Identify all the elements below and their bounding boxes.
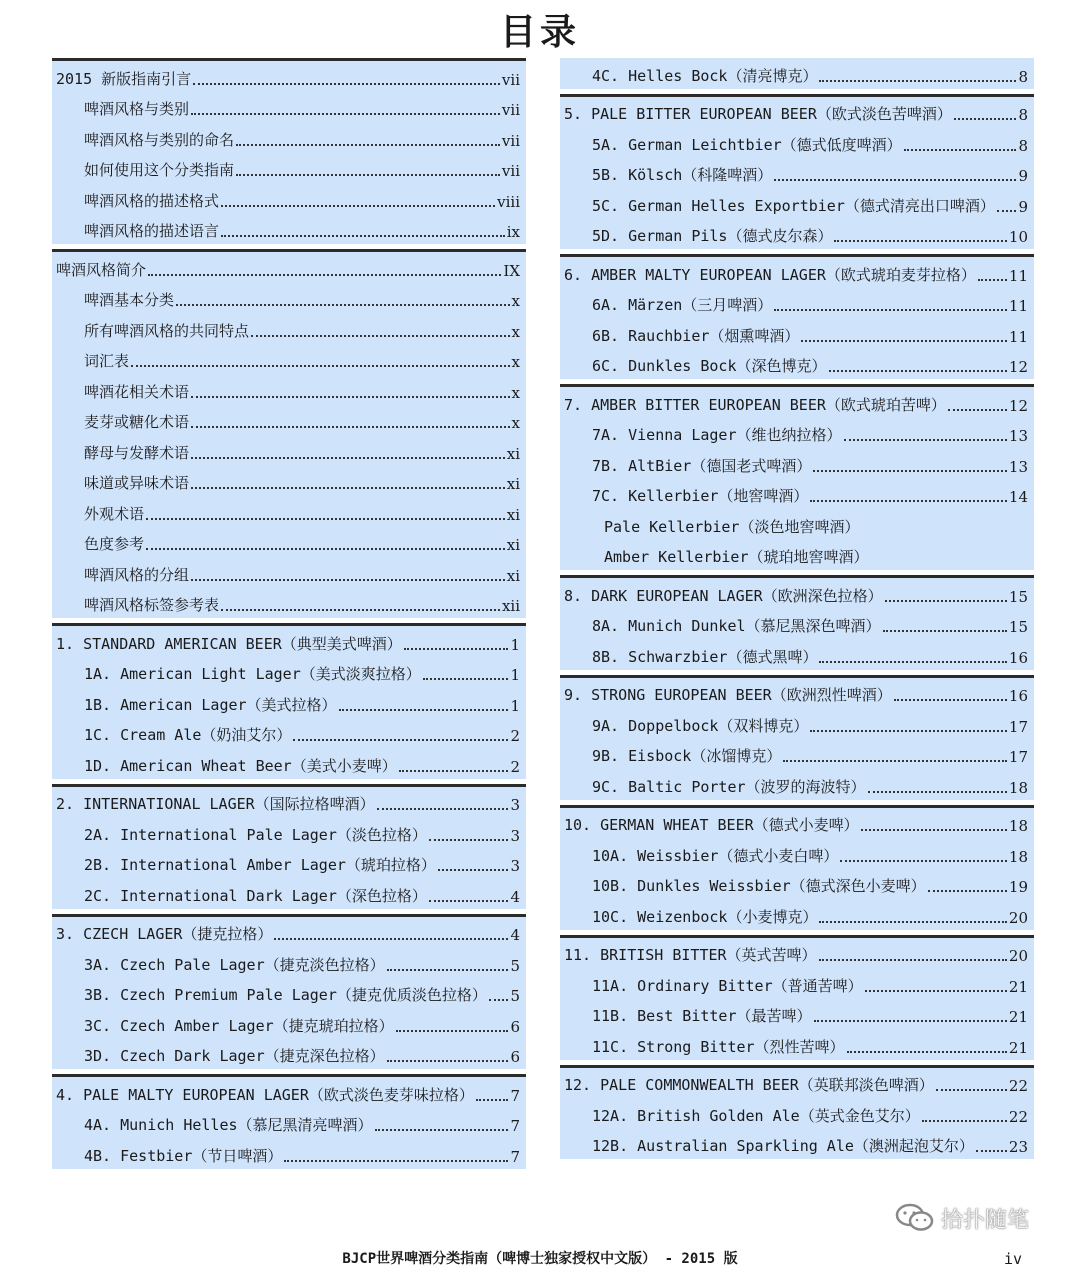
dot-leader <box>819 921 1006 923</box>
dot-leader <box>176 304 510 306</box>
toc-entry-label: 3C. Czech Amber Lager（捷克琥珀拉格） <box>84 1016 394 1035</box>
toc-entry-label: 啤酒基本分类 <box>84 291 175 309</box>
toc-heading-entry[interactable] <box>52 626 526 657</box>
toc-entry[interactable] <box>52 122 526 153</box>
toc-entry[interactable] <box>560 899 1034 930</box>
toc-section <box>52 914 526 1070</box>
toc-left-column <box>52 58 526 1174</box>
toc-entry-page: 3 <box>510 857 520 875</box>
toc-entry-page: viii <box>497 192 520 211</box>
toc-entry-page: 4 <box>510 926 520 944</box>
toc-entry-page: 18 <box>1008 778 1028 797</box>
toc-entry[interactable] <box>560 540 1034 571</box>
toc-entry[interactable] <box>52 405 526 436</box>
toc-entry[interactable] <box>560 158 1034 189</box>
toc-entry-label: 7A. Vienna Lager（维也纳拉格） <box>592 426 842 444</box>
toc-entry-page: 11 <box>1008 297 1028 315</box>
toc-entry-page: 17 <box>1008 748 1028 766</box>
toc-entry[interactable] <box>560 288 1034 319</box>
toc-heading-entry[interactable] <box>560 387 1034 418</box>
toc-entry-label: 6A. Märzen（三月啤酒） <box>592 296 773 314</box>
dot-leader <box>375 1129 509 1131</box>
toc-entry-page: 3 <box>510 826 520 845</box>
toc-entry-label: 8B. Schwarzbier（德式黑啤） <box>592 647 818 666</box>
dot-leader <box>774 179 1016 181</box>
toc-entry[interactable] <box>52 283 526 314</box>
toc-entry-label: 1A. American Light Lager（美式淡爽拉格） <box>84 665 421 683</box>
dot-leader <box>221 609 500 611</box>
toc-entry-label: 4B. Festbier（节日啤酒） <box>84 1146 283 1165</box>
dot-leader <box>191 113 500 115</box>
toc-heading-entry[interactable] <box>560 97 1034 128</box>
toc-entry[interactable] <box>52 374 526 405</box>
toc-heading-entry[interactable] <box>560 257 1034 288</box>
toc-entry-label: 1B. American Lager（美式拉格） <box>84 695 337 714</box>
dot-leader <box>813 470 1007 472</box>
toc-entry-page: 21 <box>1008 1038 1028 1057</box>
dot-leader <box>861 829 1007 831</box>
toc-entry-label: 2. INTERNATIONAL LAGER（国际拉格啤酒） <box>56 795 375 813</box>
toc-entry-page: 5 <box>510 956 520 975</box>
dot-leader <box>847 1051 1007 1053</box>
toc-entry-page: 2 <box>510 757 520 776</box>
page-number: iv <box>1003 1250 1022 1268</box>
dot-leader <box>819 959 1007 961</box>
toc-entry-label: 12B. Australian Sparkling Ale（澳洲起泡艾尔） <box>592 1137 974 1155</box>
toc-entry-label: 1C. Cream Ale（奶油艾尔） <box>84 726 292 744</box>
toc-entry[interactable] <box>560 999 1034 1030</box>
toc-entry-label: 4A. Munich Helles（慕尼黑清亮啤酒） <box>84 1116 373 1134</box>
toc-entry[interactable] <box>52 947 526 978</box>
toc-entry-label: 1. STANDARD AMERICAN BEER（典型美式啤酒） <box>56 634 402 653</box>
toc-entry-label: 7. AMBER BITTER EUROPEAN BEER（欧式琥珀苦啤） <box>564 395 946 414</box>
toc-entry-label: 词汇表 <box>84 352 130 370</box>
dot-leader <box>978 279 1007 281</box>
dot-leader <box>954 118 1017 120</box>
dot-leader <box>928 890 1007 892</box>
dot-leader <box>236 174 500 176</box>
toc-entry[interactable] <box>52 817 526 848</box>
dot-leader <box>819 80 1016 82</box>
toc-entry-page: xii <box>501 597 520 615</box>
toc-entry[interactable] <box>52 1008 526 1039</box>
toc-entry[interactable] <box>560 219 1034 250</box>
toc-heading-entry[interactable] <box>52 61 526 92</box>
toc-entry[interactable] <box>52 183 526 214</box>
toc-entry-page: 11 <box>1008 327 1028 346</box>
toc-entry[interactable] <box>560 968 1034 999</box>
dot-leader <box>274 938 508 940</box>
toc-entry[interactable] <box>560 127 1034 158</box>
dot-leader <box>865 990 1007 992</box>
toc-entry[interactable] <box>52 214 526 245</box>
toc-entry[interactable] <box>560 479 1034 510</box>
toc-entry-page: x <box>511 322 520 341</box>
toc-entry-label: 1D. American Wheat Beer（美式小麦啤） <box>84 756 397 775</box>
toc-entry-label: 外观术语 <box>84 504 145 523</box>
toc-entry[interactable] <box>52 1138 526 1169</box>
dot-leader <box>904 149 1017 151</box>
toc-entry-label: 9A. Doppelbock（双料博克） <box>592 716 809 735</box>
toc-heading-entry[interactable] <box>560 1068 1034 1099</box>
toc-entry[interactable] <box>560 58 1034 89</box>
dot-leader <box>429 839 509 841</box>
toc-entry-page: 4 <box>510 887 520 906</box>
dot-leader <box>251 335 510 337</box>
toc-entry-label: 所有啤酒风格的共同特点 <box>84 321 250 340</box>
toc-entry-page: 20 <box>1008 947 1028 965</box>
toc-entry-page: 14 <box>1008 488 1028 506</box>
dot-leader <box>293 739 508 741</box>
toc-entry-page: x <box>511 383 520 402</box>
dot-leader <box>131 365 510 367</box>
dot-leader <box>146 548 505 550</box>
toc-entry[interactable] <box>52 588 526 619</box>
dot-leader <box>404 648 509 650</box>
dot-leader <box>438 869 509 871</box>
toc-entry[interactable] <box>52 978 526 1009</box>
dot-leader <box>191 396 510 398</box>
dot-leader <box>829 370 1007 372</box>
toc-entry-page: 15 <box>1008 587 1028 606</box>
toc-entry-label: 12. PALE COMMONWEALTH BEER（英联邦淡色啤酒） <box>564 1076 934 1094</box>
toc-entry-page: 17 <box>1008 717 1028 736</box>
dot-leader <box>221 235 505 237</box>
toc-entry-page: xi <box>506 536 520 554</box>
toc-heading-entry[interactable] <box>560 808 1034 839</box>
toc-entry-page: 12 <box>1008 396 1028 415</box>
dot-leader <box>948 409 1007 411</box>
dot-leader <box>783 760 1007 762</box>
toc-right-column <box>560 58 1034 1164</box>
dot-leader <box>801 340 1007 342</box>
toc-section <box>52 249 526 618</box>
dot-leader <box>894 699 1007 701</box>
toc-entry[interactable] <box>52 435 526 466</box>
toc-section <box>560 805 1034 930</box>
toc-entry[interactable] <box>52 92 526 123</box>
watermark <box>895 1190 1065 1246</box>
toc-entry-page: IX <box>503 261 520 280</box>
toc-entry-page: 21 <box>1008 977 1028 996</box>
toc-entry[interactable] <box>560 188 1034 219</box>
toc-entry[interactable] <box>560 639 1034 670</box>
toc-entry-page: 16 <box>1008 687 1028 705</box>
toc-entry-page: 1 <box>510 666 520 684</box>
wechat-icon <box>895 1202 935 1234</box>
toc-entry[interactable] <box>52 153 526 184</box>
dot-leader <box>814 1020 1007 1022</box>
dot-leader <box>885 600 1007 602</box>
dot-leader <box>476 1099 509 1101</box>
toc-entry-page: xi <box>506 566 520 585</box>
toc-entry-page: vii <box>501 101 520 119</box>
toc-entry[interactable] <box>560 418 1034 449</box>
dot-leader <box>193 83 500 85</box>
dot-leader <box>976 1150 1007 1152</box>
dot-leader <box>997 210 1017 212</box>
toc-section <box>560 94 1034 250</box>
toc-entry-page: 18 <box>1008 817 1028 835</box>
toc-entry-label: 9C. Baltic Porter（波罗的海波特） <box>592 777 866 796</box>
toc-entry-label: 啤酒风格的分组 <box>84 565 190 584</box>
toc-entry-label: 11C. Strong Bitter（烈性苦啤） <box>592 1037 845 1056</box>
dot-leader <box>284 1160 508 1162</box>
toc-entry-label: 啤酒风格的描述格式 <box>84 191 220 210</box>
toc-entry[interactable] <box>52 557 526 588</box>
toc-entry-label: 2B. International Amber Lager（琥珀拉格） <box>84 856 436 874</box>
dot-leader <box>387 969 509 971</box>
toc-section <box>560 1065 1034 1160</box>
toc-entry-page: 8 <box>1018 67 1028 86</box>
dot-leader <box>191 487 505 489</box>
toc-entry-page: 11 <box>1008 266 1028 285</box>
toc-entry-label: 7C. Kellerbier（地窖啤酒） <box>592 487 809 505</box>
toc-entry-page: 20 <box>1008 908 1028 927</box>
toc-entry-label: 啤酒花相关术语 <box>84 382 190 401</box>
toc-entry[interactable] <box>560 609 1034 640</box>
toc-entry[interactable] <box>52 1108 526 1139</box>
toc-entry[interactable] <box>52 848 526 879</box>
toc-entry-label: 11A. Ordinary Bitter（普通苦啤） <box>592 976 863 995</box>
toc-section <box>560 675 1034 800</box>
toc-section <box>52 1074 526 1169</box>
toc-entry-label: 3D. Czech Dark Lager（捷克深色拉格） <box>84 1047 385 1065</box>
toc-section <box>560 254 1034 379</box>
dot-leader <box>339 709 509 711</box>
toc-entry-page: 19 <box>1008 878 1028 896</box>
dot-leader <box>191 579 505 581</box>
toc-entry-page: 22 <box>1008 1077 1028 1095</box>
toc-entry-page: vii <box>501 162 520 180</box>
toc-entry[interactable] <box>52 687 526 718</box>
toc-entry-label: 11B. Best Bitter（最苦啤） <box>592 1007 812 1025</box>
dot-leader <box>819 661 1006 663</box>
toc-entry[interactable] <box>52 496 526 527</box>
toc-entry-label: 啤酒风格标签参考表 <box>84 596 220 614</box>
toc-entry-label: 10B. Dunkles Weissbier（德式深色小麦啤） <box>592 877 926 895</box>
toc-entry-label: 2A. International Pale Lager（淡色拉格） <box>84 825 427 844</box>
toc-entry-label: 酵母与发酵术语 <box>84 443 190 462</box>
dot-leader <box>191 426 510 428</box>
toc-section <box>52 784 526 909</box>
toc-section <box>560 384 1034 570</box>
toc-entry-page: x <box>511 292 520 310</box>
toc-entry-label: 2015 新版指南引言 <box>56 69 192 88</box>
watermark-text: 拾扑随笔 <box>941 1207 1030 1233</box>
toc-entry[interactable] <box>560 708 1034 739</box>
toc-heading-entry[interactable] <box>560 938 1034 969</box>
toc-entry-page: 7 <box>510 1086 520 1105</box>
toc-entry-page: x <box>511 414 520 432</box>
toc-entry-page: 6 <box>510 1048 520 1066</box>
toc-entry-label: 色度参考 <box>84 535 145 553</box>
toc-entry[interactable] <box>52 1039 526 1070</box>
toc-section <box>560 58 1034 89</box>
toc-entry[interactable] <box>560 318 1034 349</box>
dot-leader <box>922 1120 1007 1122</box>
toc-entry[interactable] <box>52 718 526 749</box>
dot-leader <box>148 274 501 276</box>
dot-leader <box>834 240 1006 242</box>
toc-entry-label: 2C. International Dark Lager（深色拉格） <box>84 886 427 905</box>
toc-entry-page: 23 <box>1008 1138 1028 1156</box>
toc-entry-label: 8A. Munich Dunkel（慕尼黑深色啤酒） <box>592 617 881 635</box>
toc-entry[interactable] <box>52 313 526 344</box>
toc-entry[interactable] <box>560 509 1034 540</box>
toc-entry-page: xi <box>506 444 520 463</box>
toc-entry-page: 9 <box>1018 167 1028 185</box>
toc-entry-page: vii <box>501 131 520 150</box>
dot-leader <box>399 770 509 772</box>
toc-entry-page: 13 <box>1008 427 1028 445</box>
dot-leader <box>936 1089 1007 1091</box>
toc-heading-entry[interactable] <box>560 678 1034 709</box>
toc-entry-label: 3A. Czech Pale Lager（捷克淡色拉格） <box>84 955 385 974</box>
toc-entry-label: 12A. British Golden Ale（英式金色艾尔） <box>592 1106 920 1125</box>
dot-leader <box>883 630 1007 632</box>
toc-entry[interactable] <box>560 838 1034 869</box>
toc-entry-label: 6. AMBER MALTY EUROPEAN LAGER（欧式琥珀麦芽拉格） <box>564 265 976 284</box>
toc-entry-label: 如何使用这个分类指南 <box>84 161 235 179</box>
toc-entry-page: 8 <box>1018 106 1028 124</box>
toc-entry-label: 7B. AltBier（德国老式啤酒） <box>592 456 812 475</box>
toc-heading-entry[interactable] <box>52 1077 526 1108</box>
toc-entry-page: 10 <box>1008 228 1028 246</box>
toc-entry-label: 11. BRITISH BITTER（英式苦啤） <box>564 946 817 964</box>
toc-entry-label: 味道或异味术语 <box>84 474 190 492</box>
toc-section <box>52 58 526 244</box>
dot-leader <box>191 457 505 459</box>
toc-entry-label: 4. PALE MALTY EUROPEAN LAGER（欧式淡色麦芽味拉格） <box>56 1085 474 1104</box>
toc-entry-label: 9. STRONG EUROPEAN BEER（欧洲烈性啤酒） <box>564 686 892 704</box>
dot-leader <box>774 309 1007 311</box>
toc-heading-entry[interactable] <box>52 917 526 948</box>
toc-entry-label: 6C. Dunkles Bock（深色博克） <box>592 357 827 375</box>
toc-entry-page: 6 <box>510 1017 520 1036</box>
toc-entry-page: xi <box>506 475 520 493</box>
toc-entry-page: x <box>511 353 520 371</box>
toc-entry-page: 1 <box>510 696 520 715</box>
toc-entry-label: 3B. Czech Premium Pale Lager（捷克优质淡色拉格） <box>84 986 487 1004</box>
toc-entry[interactable] <box>52 878 526 909</box>
toc-entry-label: 5B. Kölsch（科隆啤酒） <box>592 166 773 184</box>
toc-entry-page: xi <box>506 505 520 524</box>
toc-entry-label: 10C. Weizenbock（小麦博克） <box>592 907 818 926</box>
footer-text: BJCP世界啤酒分类指南（啤博士独家授权中文版） - 2015 版 <box>342 1251 738 1267</box>
dot-leader <box>868 791 1007 793</box>
toc-entry[interactable] <box>560 448 1034 479</box>
dot-leader <box>396 1030 509 1032</box>
toc-entry-label: 5C. German Helles Exportbier（德式清亮出口啤酒） <box>592 196 995 215</box>
toc-entry[interactable] <box>52 657 526 688</box>
toc-entry-page: 21 <box>1008 1008 1028 1026</box>
toc-entry-page: 15 <box>1008 618 1028 636</box>
toc-entry-label: Pale Kellerbier（淡色地窖啤酒） <box>604 517 860 536</box>
toc-entry-label: 4C. Helles Bock（清亮博克） <box>592 66 818 85</box>
toc-entry-label: 9B. Eisbock（冰馏博克） <box>592 747 782 765</box>
toc-entry-page: 12 <box>1008 358 1028 376</box>
dot-leader <box>810 500 1006 502</box>
toc-entry[interactable] <box>560 1098 1034 1129</box>
toc-entry-label: 10. GERMAN WHEAT BEER（德式小麦啤） <box>564 816 859 834</box>
toc-entry-label: 10A. Weissbier（德式小麦白啤） <box>592 846 839 865</box>
dot-leader <box>810 730 1006 732</box>
toc-entry-page: 3 <box>510 796 520 814</box>
toc-entry-page: 7 <box>510 1117 520 1135</box>
dot-leader <box>489 999 509 1001</box>
toc-entry[interactable] <box>560 1129 1034 1160</box>
toc-entry-label: 6B. Rauchbier（烟熏啤酒） <box>592 326 800 345</box>
toc-entry-label: 3. CZECH LAGER（捷克拉格） <box>56 925 273 943</box>
dot-leader <box>844 439 1007 441</box>
dot-leader <box>236 144 500 146</box>
toc-entry-label: 麦芽或糖化术语 <box>84 413 190 431</box>
toc-entry[interactable] <box>52 527 526 558</box>
toc-entry-page: 13 <box>1008 457 1028 476</box>
toc-entry-page: 9 <box>1018 197 1028 216</box>
dot-leader <box>429 900 509 902</box>
toc-entry-label: 啤酒风格与类别的命名 <box>84 130 235 149</box>
toc-heading-entry[interactable] <box>52 252 526 283</box>
dot-leader <box>840 860 1006 862</box>
toc-section <box>560 935 1034 1060</box>
toc-entry-page: 2 <box>510 727 520 745</box>
toc-entry-label: 5D. German Pils（德式皮尔森） <box>592 227 833 245</box>
toc-entry-label: Amber Kellerbier（琥珀地窖啤酒） <box>604 548 869 566</box>
toc-entry-label: 8. DARK EUROPEAN LAGER（欧洲深色拉格） <box>564 586 883 605</box>
toc-entry-page: 5 <box>510 987 520 1005</box>
toc-entry[interactable] <box>560 739 1034 770</box>
dot-leader <box>146 518 505 520</box>
toc-heading-entry[interactable] <box>560 578 1034 609</box>
toc-entry-page: 16 <box>1008 648 1028 667</box>
toc-entry[interactable] <box>52 466 526 497</box>
dot-leader <box>387 1060 509 1062</box>
toc-entry-label: 啤酒风格与类别 <box>84 100 190 118</box>
toc-entry-page: ix <box>506 223 520 241</box>
toc-section <box>52 623 526 779</box>
dot-leader <box>377 808 509 810</box>
toc-entry[interactable] <box>560 869 1034 900</box>
toc-entry-page: vii <box>501 70 520 89</box>
toc-entry-label: 5. PALE BITTER EUROPEAN BEER（欧式淡色苦啤酒） <box>564 105 952 123</box>
toc-section <box>560 575 1034 670</box>
toc-entry-page: 8 <box>1018 136 1028 155</box>
toc-entry-label: 啤酒风格简介 <box>56 260 147 279</box>
toc-entry-page: 22 <box>1008 1107 1028 1126</box>
toc-entry[interactable] <box>560 349 1034 380</box>
toc-entry-label: 5A. German Leichtbier（德式低度啤酒） <box>592 135 902 154</box>
page-title: 目录 <box>499 12 580 53</box>
dot-leader <box>221 205 495 207</box>
toc-entry-page: 7 <box>510 1147 520 1166</box>
toc-entry-page: 1 <box>510 635 520 654</box>
toc-entry[interactable] <box>560 769 1034 800</box>
toc-entry-page: 18 <box>1008 847 1028 866</box>
toc-entry[interactable] <box>52 344 526 375</box>
dot-leader <box>423 678 509 680</box>
toc-entry-label: 啤酒风格的描述语言 <box>84 222 220 240</box>
toc-entry[interactable] <box>52 748 526 779</box>
toc-heading-entry[interactable] <box>52 787 526 818</box>
toc-entry[interactable] <box>560 1029 1034 1060</box>
